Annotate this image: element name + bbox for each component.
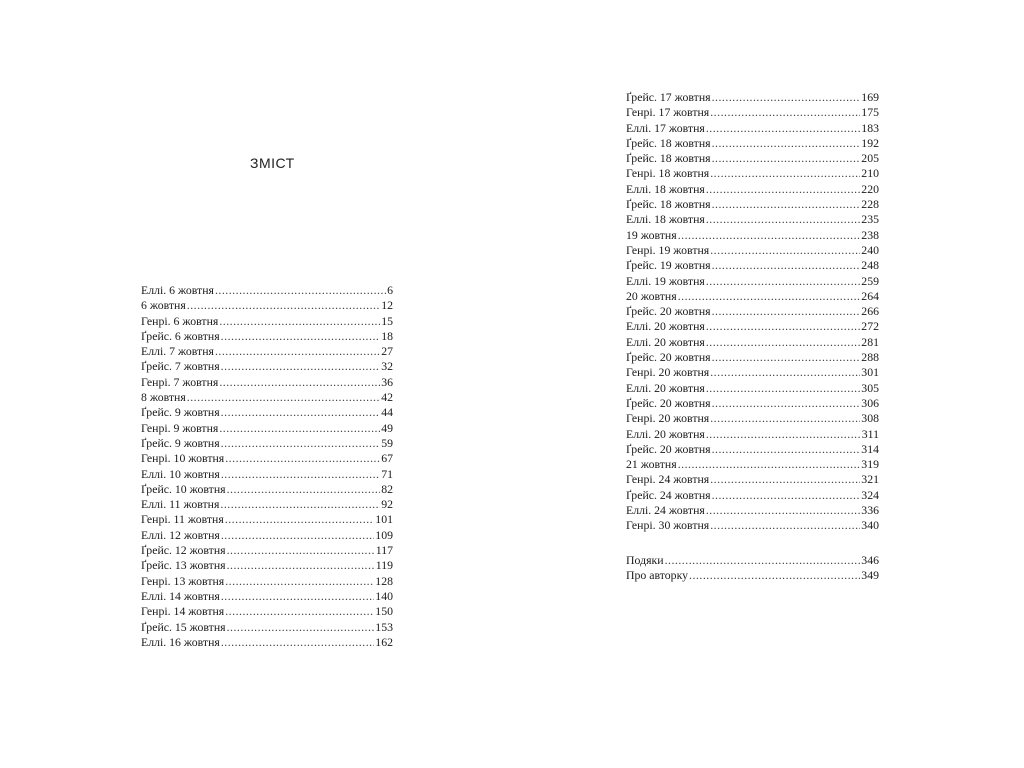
toc-entry-label: Ґрейс. 13 жовтня — [141, 558, 226, 573]
toc-dot-leader — [225, 451, 380, 466]
toc-dot-leader — [710, 105, 860, 120]
toc-entry — [141, 390, 393, 405]
toc-dot-leader — [710, 411, 860, 426]
toc-dot-leader — [219, 421, 380, 436]
toc-entry-label: Ґрейс. 17 жовтня — [626, 90, 711, 104]
toc-entry — [626, 472, 879, 487]
toc-dot-leader — [665, 553, 861, 568]
toc-dot-leader — [712, 304, 861, 319]
right-page — [512, 0, 1024, 768]
toc-dot-leader — [706, 427, 861, 442]
toc-dot-leader — [221, 436, 381, 451]
toc-entry — [141, 574, 393, 589]
toc-entry — [141, 359, 393, 374]
toc-dot-leader — [221, 405, 381, 420]
toc-entry-label: Ґрейс. 18 жовтня — [626, 135, 711, 150]
toc-dot-leader — [712, 136, 861, 151]
toc-entry-page-number: 12 — [381, 298, 393, 313]
toc-entry-page-number: 32 — [381, 359, 393, 374]
toc-entry-label: Еллі. 12 жовтня — [141, 527, 220, 542]
toc-entry-label: Генрі. 13 жовтня — [141, 573, 225, 588]
toc-entry-page-number: 264 — [861, 288, 879, 303]
toc-spacer — [626, 534, 879, 553]
toc-entry — [141, 405, 393, 420]
toc-entry-page-number: 119 — [375, 558, 393, 573]
toc-entry-page-number: 306 — [861, 395, 879, 410]
toc-entry-page-number: 238 — [861, 227, 879, 242]
toc-dot-leader — [712, 488, 861, 503]
toc-dot-leader — [221, 329, 381, 344]
toc-entry-label: Ґрейс. 9 жовтня — [141, 435, 220, 450]
toc-entry — [626, 568, 879, 583]
toc-entry-page-number: 301 — [861, 365, 879, 380]
toc-dot-leader — [706, 274, 860, 289]
toc-entry-label: Еллі. 14 жовтня — [141, 588, 220, 603]
toc-entry — [626, 121, 879, 136]
toc-entry — [626, 258, 879, 273]
toc-dot-leader — [710, 243, 860, 258]
toc-dot-leader — [227, 543, 375, 558]
toc-entry-label: Генрі. 30 жовтня — [626, 518, 710, 533]
toc-entry-label: 20 жовтня — [626, 288, 677, 303]
toc-entry — [626, 350, 879, 365]
toc-entry-page-number: 59 — [381, 435, 393, 450]
toc-entry-label: Генрі. 17 жовтня — [626, 105, 710, 120]
toc-entry-label: Еллі. 20 жовтня — [626, 380, 705, 395]
toc-entry-page-number: 44 — [381, 405, 393, 420]
toc-dot-leader — [689, 568, 860, 583]
toc-entry — [141, 512, 393, 527]
toc-entry-label: Ґрейс. 18 жовтня — [626, 197, 711, 212]
toc-entry-page-number: 150 — [375, 604, 393, 619]
toc-entry — [141, 543, 393, 558]
toc-entry — [141, 421, 393, 436]
toc-entry — [141, 482, 393, 497]
toc-dot-leader — [225, 512, 375, 527]
toc-entry-label: Еллі. 17 жовтня — [626, 120, 705, 135]
toc-entry-page-number: 128 — [375, 573, 393, 588]
toc-entry — [626, 243, 879, 258]
toc-entry-page-number: 340 — [861, 518, 879, 533]
toc-entry — [141, 589, 393, 604]
toc-entry-page-number: 259 — [861, 273, 879, 288]
toc-entry-label: 21 жовтня — [626, 457, 677, 472]
toc-entry-page-number: 82 — [381, 481, 393, 496]
toc-entry-page-number: 36 — [381, 374, 393, 389]
toc-entry-label: Подяки — [626, 552, 664, 567]
toc-dot-leader — [219, 314, 380, 329]
toc-entry — [626, 411, 879, 426]
toc-dot-leader — [678, 457, 861, 472]
toc-entry-label: Еллі. 19 жовтня — [626, 273, 705, 288]
toc-dot-leader — [678, 228, 861, 243]
toc-dot-leader — [712, 197, 861, 212]
toc-dot-leader — [710, 365, 860, 380]
toc-entry — [141, 604, 393, 619]
toc-entry-page-number: 311 — [861, 426, 879, 441]
toc-entry-label: 6 жовтня — [141, 298, 186, 313]
toc-entry-label: 19 жовтня — [626, 227, 677, 242]
toc-entry — [626, 518, 879, 533]
toc-dot-leader — [706, 121, 860, 136]
toc-dot-leader — [215, 344, 380, 359]
toc-entry — [626, 381, 879, 396]
toc-entry-page-number: 349 — [861, 567, 879, 582]
toc-entry-page-number: 314 — [861, 441, 879, 456]
toc-entry-label: Генрі. 18 жовтня — [626, 166, 710, 181]
toc-dot-leader — [221, 528, 374, 543]
toc-dot-leader — [225, 574, 374, 589]
toc-entry-page-number: 162 — [375, 634, 393, 649]
toc-entry — [626, 166, 879, 181]
toc-entry — [141, 329, 393, 344]
toc-dot-leader — [221, 467, 380, 482]
page-title: ЗМІСТ — [250, 155, 295, 171]
toc-dot-leader — [221, 359, 381, 374]
toc-entry-label: Еллі. 24 жовтня — [626, 503, 705, 518]
toc-entry-label: Еллі. 11 жовтня — [141, 497, 220, 512]
toc-entry-label: Ґрейс. 20 жовтня — [626, 350, 711, 365]
toc-entry-page-number: 18 — [381, 328, 393, 343]
toc-list-left — [141, 283, 393, 650]
toc-entry — [626, 289, 879, 304]
toc-dot-leader — [225, 604, 374, 619]
toc-entry-label: Генрі. 20 жовтня — [626, 365, 710, 380]
toc-entry-page-number: 321 — [861, 472, 879, 487]
toc-dot-leader — [712, 151, 861, 166]
toc-entry-label: Ґрейс. 18 жовтня — [626, 151, 711, 166]
toc-entry-page-number: 305 — [861, 380, 879, 395]
toc-entry — [141, 528, 393, 543]
toc-entry-page-number: 42 — [381, 390, 393, 405]
toc-entry-label: Ґрейс. 12 жовтня — [141, 543, 226, 558]
toc-entry — [141, 451, 393, 466]
toc-entry-page-number: 117 — [375, 543, 393, 558]
toc-entry-label: Еллі. 18 жовтня — [626, 181, 705, 196]
toc-entry — [626, 442, 879, 457]
toc-dot-leader — [712, 90, 861, 105]
toc-dot-leader — [227, 558, 375, 573]
toc-entry-page-number: 288 — [861, 350, 879, 365]
toc-dot-leader — [706, 182, 860, 197]
toc-entry — [141, 467, 393, 482]
toc-dot-leader — [712, 396, 861, 411]
toc-entry-page-number: 109 — [375, 527, 393, 542]
toc-entry — [626, 396, 879, 411]
toc-dot-leader — [187, 298, 380, 313]
toc-dot-leader — [215, 283, 386, 298]
toc-dot-leader — [221, 589, 374, 604]
toc-entry-page-number: 319 — [861, 457, 879, 472]
toc-entry-label: Генрі. 11 жовтня — [141, 512, 224, 527]
toc-entry-label: Ґрейс. 20 жовтня — [626, 395, 711, 410]
toc-entry — [141, 298, 393, 313]
toc-dot-leader — [187, 390, 380, 405]
toc-entry-label: Еллі. 6 жовтня — [141, 283, 214, 297]
toc-entry-label: Генрі. 9 жовтня — [141, 420, 219, 435]
toc-entry-page-number: 169 — [861, 90, 879, 104]
toc-entry-label: Ґрейс. 19 жовтня — [626, 258, 711, 273]
toc-entry-label: Генрі. 10 жовтня — [141, 451, 225, 466]
toc-entry-page-number: 235 — [861, 212, 879, 227]
toc-entry — [141, 314, 393, 329]
toc-entry — [626, 365, 879, 380]
toc-entry-page-number: 346 — [861, 552, 879, 567]
toc-entry-page-number: 248 — [861, 258, 879, 273]
toc-dot-leader — [706, 381, 860, 396]
toc-dot-leader — [710, 518, 860, 533]
toc-entry-label: Генрі. 14 жовтня — [141, 604, 225, 619]
toc-entry-label: Еллі. 10 жовтня — [141, 466, 220, 481]
toc-entry — [626, 503, 879, 518]
toc-entry — [626, 136, 879, 151]
toc-entry — [141, 497, 393, 512]
toc-entry-page-number: 175 — [861, 105, 879, 120]
toc-entry-page-number: 67 — [381, 451, 393, 466]
toc-entry-label: Еллі. 7 жовтня — [141, 344, 214, 359]
toc-dot-leader — [706, 335, 860, 350]
toc-entry-page-number: 140 — [375, 588, 393, 603]
toc-entry-label: Ґрейс. 20 жовтня — [626, 441, 711, 456]
toc-dot-leader — [712, 442, 861, 457]
toc-dot-leader — [706, 212, 860, 227]
toc-entry — [626, 228, 879, 243]
toc-entry — [626, 151, 879, 166]
toc-entry — [141, 283, 393, 298]
toc-dot-leader — [227, 620, 375, 635]
toc-entry-label: Генрі. 24 жовтня — [626, 472, 710, 487]
toc-entry-page-number: 15 — [381, 313, 393, 328]
toc-entry-label: Ґрейс. 15 жовтня — [141, 619, 226, 634]
toc-dot-leader — [219, 375, 380, 390]
toc-entry-page-number: 228 — [861, 197, 879, 212]
toc-entry-page-number: 27 — [381, 344, 393, 359]
toc-dot-leader — [706, 503, 860, 518]
toc-entry-label: Еллі. 20 жовтня — [626, 334, 705, 349]
toc-entry-page-number: 192 — [861, 135, 879, 150]
toc-entry-page-number: 153 — [375, 619, 393, 634]
toc-entry — [626, 182, 879, 197]
toc-entry — [141, 436, 393, 451]
toc-entry-page-number: 101 — [375, 512, 393, 527]
toc-entry-page-number: 92 — [381, 497, 393, 512]
toc-entry-page-number: 281 — [861, 334, 879, 349]
toc-entry-page-number: 324 — [861, 487, 879, 502]
toc-entry — [626, 335, 879, 350]
toc-entry — [626, 274, 879, 289]
toc-entry — [626, 553, 879, 568]
toc-entry — [626, 457, 879, 472]
toc-entry-page-number: 71 — [381, 466, 393, 481]
toc-entry — [626, 488, 879, 503]
toc-entry-page-number: 308 — [861, 411, 879, 426]
toc-dot-leader — [712, 350, 861, 365]
toc-list-right — [626, 90, 879, 583]
toc-entry-label: Еллі. 16 жовтня — [141, 634, 220, 649]
toc-entry — [626, 212, 879, 227]
toc-entry — [626, 304, 879, 319]
toc-entry-page-number: 183 — [861, 120, 879, 135]
toc-entry-page-number: 49 — [381, 420, 393, 435]
toc-entry-page-number: 272 — [861, 319, 879, 334]
toc-entry-label: Еллі. 18 жовтня — [626, 212, 705, 227]
toc-entry-page-number: 210 — [861, 166, 879, 181]
toc-entry-label: 8 жовтня — [141, 390, 186, 405]
toc-entry-label: Про авторку — [626, 567, 689, 582]
toc-dot-leader — [706, 319, 860, 334]
toc-entry-label: Ґрейс. 24 жовтня — [626, 487, 711, 502]
toc-entry-label: Генрі. 6 жовтня — [141, 313, 219, 328]
toc-entry — [626, 427, 879, 442]
toc-entry-label: Еллі. 20 жовтня — [626, 426, 705, 441]
toc-entry — [626, 197, 879, 212]
toc-entry — [141, 635, 393, 650]
toc-dot-leader — [710, 472, 860, 487]
toc-dot-leader — [710, 166, 860, 181]
toc-entry-label: Генрі. 7 жовтня — [141, 374, 219, 389]
toc-entry-page-number: 240 — [861, 242, 879, 257]
toc-entry-label: Еллі. 20 жовтня — [626, 319, 705, 334]
toc-dot-leader — [220, 497, 380, 512]
toc-entry-label: Ґрейс. 6 жовтня — [141, 328, 220, 343]
toc-entry — [141, 375, 393, 390]
toc-entry-label: Ґрейс. 7 жовтня — [141, 359, 220, 374]
toc-entry-page-number: 336 — [861, 503, 879, 518]
toc-dot-leader — [227, 482, 381, 497]
toc-entry-page-number: 6 — [387, 283, 393, 297]
toc-entry — [141, 620, 393, 635]
toc-entry — [626, 90, 879, 105]
toc-dot-leader — [221, 635, 374, 650]
toc-entry-page-number: 205 — [861, 151, 879, 166]
toc-entry — [626, 319, 879, 334]
toc-dot-leader — [678, 289, 861, 304]
toc-entry-page-number: 266 — [861, 304, 879, 319]
toc-entry — [626, 105, 879, 120]
toc-entry — [141, 558, 393, 573]
toc-entry-page-number: 220 — [861, 181, 879, 196]
toc-entry-label: Ґрейс. 10 жовтня — [141, 481, 226, 496]
toc-entry-label: Генрі. 20 жовтня — [626, 411, 710, 426]
toc-dot-leader — [712, 258, 861, 273]
toc-entry — [141, 344, 393, 359]
toc-entry-label: Ґрейс. 9 жовтня — [141, 405, 220, 420]
toc-entry-label: Генрі. 19 жовтня — [626, 242, 710, 257]
toc-entry-label: Ґрейс. 20 жовтня — [626, 304, 711, 319]
